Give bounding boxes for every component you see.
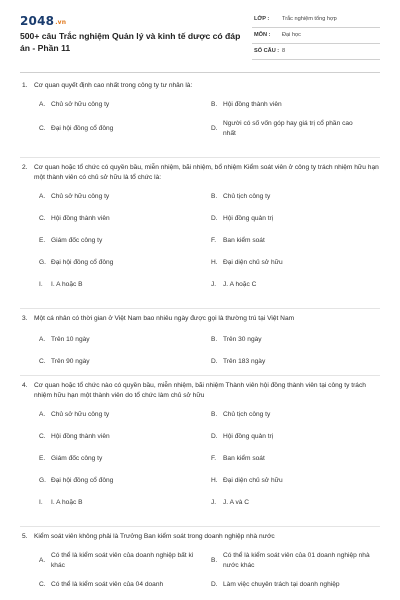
option-text: Có thể là kiểm soát viên của 01 doanh nghiệp nhà nước khác [223,552,370,569]
option-text: Hội đồng thành viên [223,101,282,108]
answer-option-h[interactable] [211,258,381,268]
option-text: Giám đốc công ty [51,455,103,462]
answer-option-b[interactable] [211,335,381,345]
question-4 [22,381,380,520]
answer-option-c[interactable] [39,357,209,367]
option-text: Hội đồng quản trị [223,215,274,222]
document-header [0,0,400,70]
option-letter: G. [39,259,46,266]
logo-text: 2048 [20,14,55,28]
option-letter: B. [211,101,218,108]
option-letter: F. [211,237,217,244]
answer-option-c[interactable] [39,580,209,590]
option-letter: D. [211,125,218,132]
option-text: Làm việc chuyên trách tại doanh nghiệp [223,581,340,588]
option-letter: I. [39,499,43,506]
option-text: Hội đồng quản trị [223,433,274,440]
answer-option-j[interactable] [211,280,381,290]
option-text: Trên 183 ngày [223,358,266,365]
answer-option-c[interactable] [39,214,209,224]
question-1 [22,81,380,144]
answer-option-a[interactable] [39,192,209,202]
option-text: Đại diện chủ sở hữu [223,259,283,266]
answer-option-b[interactable] [211,192,381,202]
option-letter: E. [39,455,46,462]
option-letter: A. [39,411,46,418]
header-divider [20,72,380,73]
option-letter: B. [211,336,218,343]
answer-option-i[interactable] [39,280,209,290]
answer-option-f[interactable] [211,454,381,464]
option-letter: A. [39,336,46,343]
answer-option-a[interactable] [39,551,209,570]
answer-option-b[interactable] [211,100,381,110]
option-text: Giám đốc công ty [51,237,103,244]
option-text: Đại hội đồng cổ đông [51,125,114,132]
question-divider [20,157,380,158]
option-text: Đại hội đồng cổ đông [51,259,114,266]
meta-row-count [252,45,380,60]
option-letter: B. [211,557,218,564]
option-text: Trên 10 ngày [51,336,90,343]
option-letter: D. [211,358,218,365]
answer-option-a[interactable] [39,335,209,345]
answer-option-g[interactable] [39,258,209,268]
option-letter: C. [39,215,46,222]
question-text: Kiểm soát viên không phải là Trưởng Ban kiểm soát trong doanh nghiệp nhà nước [34,533,275,540]
question-text: Cơ quan quyết định cao nhất trong công ty tư nhân là: [34,82,193,89]
option-letter: C. [39,433,46,440]
option-letter: B. [211,411,218,418]
option-letter: D. [211,581,218,588]
option-letter: I. [39,281,43,288]
meta-key: LỚP : [254,16,270,22]
question-text: Một cá nhân có thời gian ở Việt Nam bao nhiêu ngày được gọi là thường trú tại Việt Nam [34,315,295,322]
option-text: Chủ tịch công ty [223,411,271,418]
meta-key: SỐ CÂU : [254,48,280,54]
meta-key: MÔN : [254,32,271,38]
meta-value: Trắc nghiệm tổng hợp [282,16,337,22]
answer-option-c[interactable] [39,124,209,134]
question-number: 5. [22,533,28,540]
option-text: Chủ sở hữu công ty [51,411,110,418]
option-letter: C. [39,581,46,588]
answer-option-a[interactable] [39,410,209,420]
option-letter: F. [211,455,217,462]
option-text: J. A hoặc C [223,281,257,288]
answer-option-e[interactable] [39,454,209,464]
logo-suffix: .vn [55,19,67,26]
answer-option-d[interactable] [211,119,381,138]
option-text: Đại hội đồng cổ đông [51,477,114,484]
option-text: Hội đồng thành viên [51,433,110,440]
question-divider [20,375,380,376]
question-2 [22,163,380,302]
option-text: Người có số vốn góp hay giá trị cổ phần cao nhất [223,120,353,137]
option-text: J. A và C [223,499,250,506]
option-letter: J. [211,499,217,506]
option-text: Đại diện chủ sở hữu [223,477,283,484]
option-text: Có thể là kiểm soát viên của 04 doanh [51,581,164,588]
option-text: Ban kiểm soát [223,455,265,462]
question-divider [20,526,380,527]
answer-option-d[interactable] [211,214,381,224]
option-letter: A. [39,101,46,108]
option-letter: H. [211,259,218,266]
option-text: Chủ sở hữu công ty [51,193,110,200]
option-letter: C. [39,358,46,365]
answer-option-c[interactable] [39,432,209,442]
question-text: Cơ quan hoặc tổ chức có quyền bầu, miễn nhiệm, bãi nhiệm, bổ nhiệm Kiểm soát viên ở công ty trách nhiệm hữu hạn một thành viên có chủ sở hữu là tổ chức là: [34,164,379,181]
question-number: 2. [22,164,28,171]
answer-option-i[interactable] [39,498,209,508]
answer-option-d[interactable] [211,432,381,442]
meta-value: Đại học [282,32,301,38]
option-text: I. A hoặc B [51,281,83,288]
question-5 [22,532,380,600]
answer-option-a[interactable] [39,100,209,110]
answer-option-h[interactable] [211,476,381,486]
option-text: Chủ tịch công ty [223,193,271,200]
option-text: Hội đồng thành viên [51,215,110,222]
document-title: 500+ câu Trắc nghiệm Quản lý và kinh tế dược có đáp án - Phần 11 [20,31,241,53]
option-text: Ban kiểm soát [223,237,265,244]
answer-option-j[interactable] [211,498,381,508]
answer-option-e[interactable] [39,236,209,246]
option-letter: J. [211,281,217,288]
option-letter: D. [211,215,218,222]
option-text: Có thể là kiểm soát viên của doanh nghiệp bất kì khác [51,552,194,569]
option-text: I. A hoặc B [51,499,83,506]
answer-option-b[interactable] [211,551,381,570]
question-3 [22,314,380,365]
question-text: Cơ quan hoặc tổ chức nào có quyền bầu, miễn nhiệm, bãi nhiệm Thành viên hội đồng thành viên tại công ty trách nhiệm hữu hạn một thành viên do tổ chức làm chủ sở hữu [34,382,366,399]
question-divider [20,308,380,309]
answer-option-g[interactable] [39,476,209,486]
meta-table [252,13,380,61]
meta-value: 8 [282,48,286,54]
question-number: 4. [22,382,28,389]
option-letter: H. [211,477,218,484]
answer-option-d[interactable] [211,357,381,367]
option-letter: C. [39,125,46,132]
option-text: Chủ sở hữu công ty [51,101,110,108]
option-letter: A. [39,557,46,564]
question-number: 1. [22,82,28,89]
option-letter: D. [211,433,218,440]
option-letter: G. [39,477,46,484]
question-number: 3. [22,315,28,322]
option-letter: B. [211,193,218,200]
meta-row-subject [252,29,380,44]
answer-option-d[interactable] [211,580,381,590]
option-letter: A. [39,193,46,200]
option-text: Trên 90 ngày [51,358,90,365]
answer-option-f[interactable] [211,236,381,246]
option-letter: E. [39,237,46,244]
site-logo[interactable] [20,14,66,28]
answer-option-b[interactable] [211,410,381,420]
meta-row-class [252,13,380,28]
option-text: Trên 30 ngày [223,336,262,343]
